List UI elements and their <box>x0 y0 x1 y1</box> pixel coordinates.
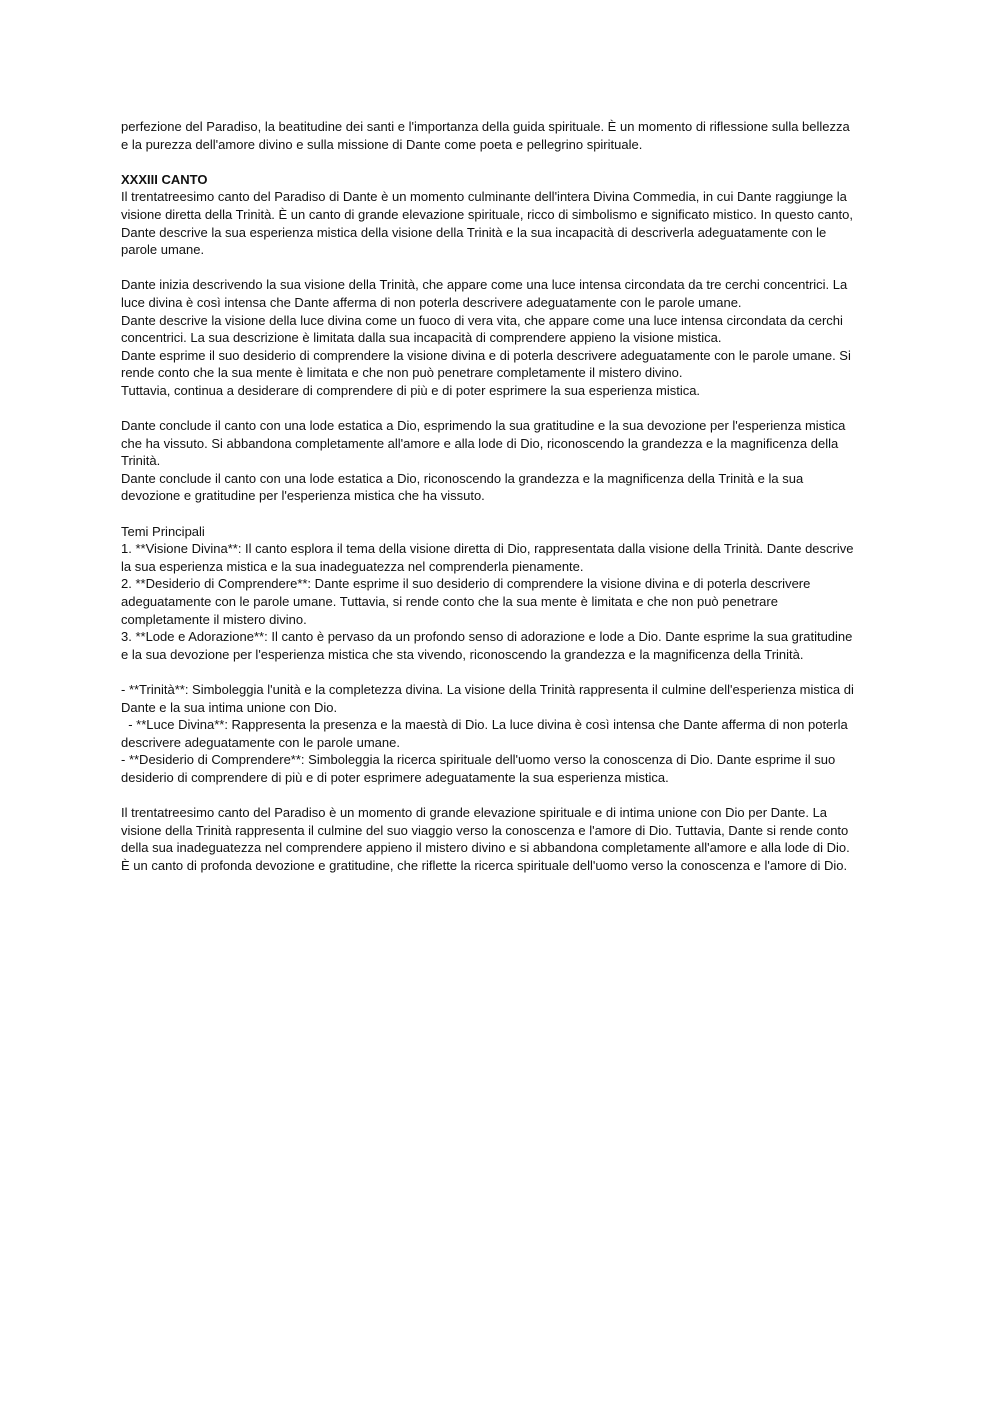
text-line: - **Trinità**: Simboleggia l'unità e la completezza divina. La visione della Trinità rappresenta il culmine dell'esperienza mistica di <box>121 682 854 697</box>
text-line: 2. **Desiderio di Comprendere**: Dante esprime il suo desiderio di comprendere la visione divina e di poterla descrivere <box>121 576 811 592</box>
paragraph-spacer <box>121 153 883 171</box>
text-line: - **Desiderio di Comprendere**: Simboleggia la ricerca spirituale dell'uomo verso la conoscenza di Dio. Dante esprime il suo <box>121 752 836 768</box>
text-line: Dante descrive la visione della luce divina come un fuoco di vera vita, che appare come una luce intensa circondata da cerchi <box>121 312 843 328</box>
paragraph <box>121 804 883 874</box>
text-line: Dante e la sua intima unione con Dio. <box>121 699 338 715</box>
text-line: Dante descrive la sua esperienza mistica della visione della Trinità e la sua incapacità di descriverla adeguatamente con le <box>121 224 827 240</box>
text-line: Il trentatreesimo canto del Paradiso di Dante è un momento culminante dell'intera Divina Commedia, in cui Dante raggiunge la <box>121 189 847 205</box>
text-line: Temi Principali <box>121 523 205 539</box>
paragraph-spacer <box>121 787 883 805</box>
paragraph <box>121 118 883 153</box>
text-line: che ha vissuto. Si abbandona completamente all'amore e alla lode di Dio, riconoscendo la grandezza e la magnificenza della <box>121 435 839 451</box>
text-line: Il trentatreesimo canto del Paradiso è un momento di grande elevazione spirituale e di intima unione con Dio per Dante. La <box>121 805 828 821</box>
text-line: la sua esperienza mistica e la sua inadeguatezza nel comprenderla pienamente. <box>121 558 584 574</box>
paragraph-spacer <box>121 400 883 418</box>
text-line: descrivere adeguatamente con le parole umane. <box>121 734 400 750</box>
text-line: parole umane. <box>121 242 205 258</box>
text-line: desiderio di comprendere di più e di poter esprimere adeguatamente la sua esperienza mistica. <box>121 769 669 785</box>
text-line: devozione e gratitudine per l'esperienza mistica che ha vissuto. <box>121 488 485 504</box>
paragraph <box>121 523 883 664</box>
paragraph <box>121 681 883 787</box>
text-line: perfezione del Paradiso, la beatitudine dei santi e l'importanza della guida spirituale. È un momento di riflessione sulla bellezza <box>121 119 850 134</box>
paragraph <box>121 276 883 399</box>
text-line: visione diretta della Trinità. È un canto di grande elevazione spirituale, ricco di simbolismo e significato mistico. In questo canto, <box>121 206 853 222</box>
text-line: e la sua devozione per l'esperienza mistica che sta vivendo, riconoscendo la grandezza e la magnificenza della Trinità. <box>121 646 804 662</box>
text-line: completamente il mistero divino. <box>121 611 307 627</box>
text-line: Tuttavia, continua a desiderare di comprendere di più e di poter esprimere la sua esperienza mistica. <box>121 382 701 398</box>
paragraph-spacer <box>121 505 883 523</box>
text-line: luce divina è così intensa che Dante afferma di non poterla descrivere adeguatamente con le parole umane. <box>121 294 742 310</box>
text-line: adeguatamente con le parole umane. Tuttavia, si rende conto che la sua mente è limitata e che non può penetrare <box>121 594 778 610</box>
text-line: Dante conclude il canto con una lode estatica a Dio, esprimendo la sua gratitudine e la sua devozione per l'esperienza mistica <box>121 418 846 434</box>
text-line: Dante esprime il suo desiderio di comprendere la visione divina e di poterla descrivere adeguatamente con le parole umane. Si <box>121 347 851 363</box>
text-line: Trinità. <box>121 453 161 469</box>
section-heading: XXXIII CANTO <box>121 171 208 187</box>
text-line: visione della Trinità rappresenta il culmine del suo viaggio verso la conoscenza e l'amore di Dio. Tuttavia, Dante si rende conto <box>121 822 849 838</box>
text-line: concentrici. La sua descrizione è limitata dalla sua incapacità di comprendere appieno la visione mistica. <box>121 330 722 346</box>
text-line: È un canto di profonda devozione e gratitudine, che riflette la ricerca spirituale dell'uomo verso la conoscenza e l'amore di Dio. <box>121 857 848 873</box>
paragraph <box>121 188 883 258</box>
text-line: Dante conclude il canto con una lode estatica a Dio, riconoscendo la grandezza e la magnificenza della Trinità e la sua <box>121 470 804 486</box>
text-line: 3. **Lode e Adorazione**: Il canto è pervaso da un profondo senso di adorazione e lode a Dio. Dante esprime la sua gratitudine <box>121 629 853 645</box>
text-line: 1. **Visione Divina**: Il canto esplora il tema della visione diretta di Dio, rappresentata dalla visione della Trinità. Dante descrive <box>121 541 854 557</box>
paragraph-spacer <box>121 259 883 277</box>
paragraph <box>121 417 883 505</box>
text-line: e la purezza dell'amore divino e sulla missione di Dante come poeta e pellegrino spirituale. <box>121 136 643 152</box>
document-page <box>121 118 883 875</box>
paragraph-spacer <box>121 663 883 681</box>
text-line: Dante inizia descrivendo la sua visione della Trinità, che appare come una luce intensa circondata da tre cerchi concentrici. La <box>121 277 848 293</box>
text-line: rende conto che la sua mente è limitata e che non può penetrare completamente il mistero divino. <box>121 365 683 381</box>
text-line: della sua inadeguatezza nel comprendere appieno il mistero divino e si abbandona completamente all'amore e alla lode di Dio. <box>121 840 850 856</box>
text-line: - **Luce Divina**: Rappresenta la presenza e la maestà di Dio. La luce divina è così intensa che Dante afferma di non poterla <box>121 717 848 733</box>
